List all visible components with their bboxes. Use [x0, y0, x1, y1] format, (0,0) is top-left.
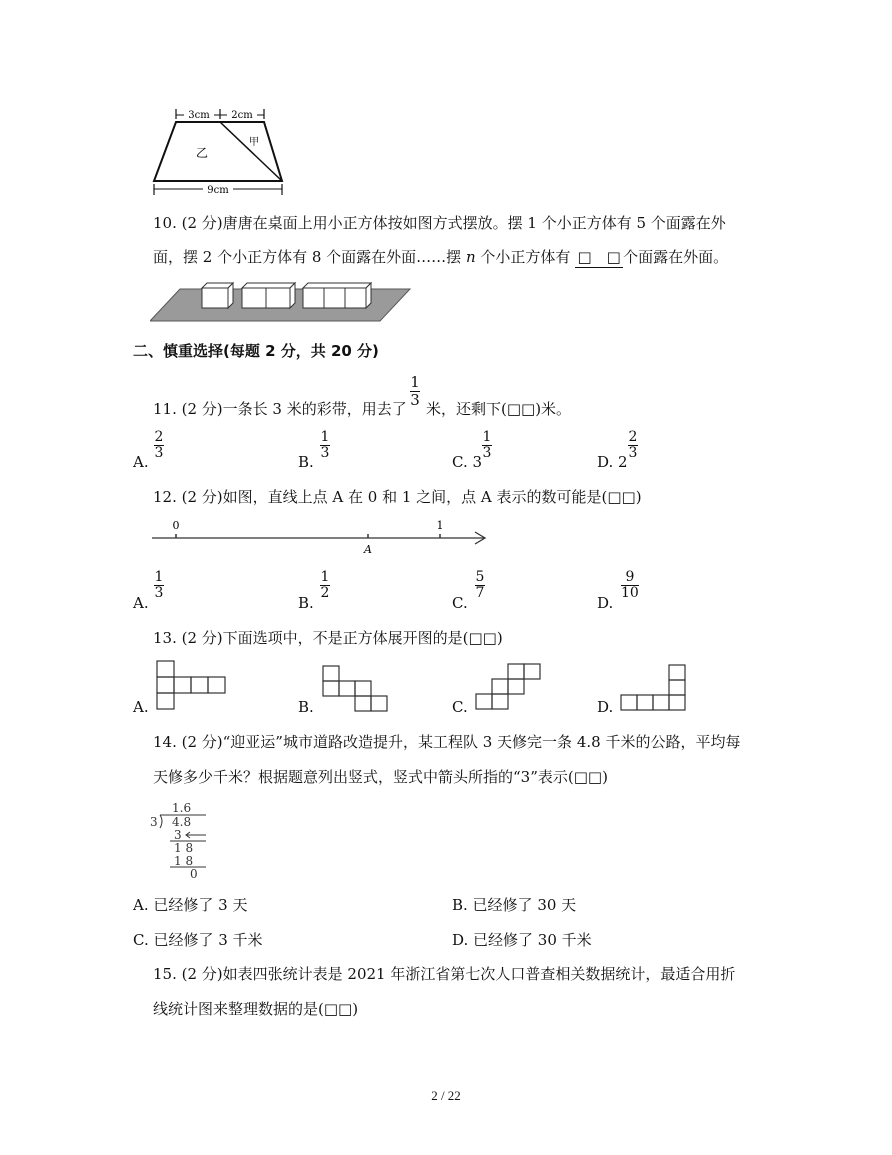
q14-line1: 14. (2 分)“迎亚运”城市道路改造提升，某工程队 3 天修完一条 4.8 千米的公路，平均每: [153, 733, 741, 751]
frac-den: 3: [482, 445, 492, 461]
q11-option-c-fraction: [482, 430, 492, 461]
cube-net-c: [474, 662, 546, 712]
q13-option-d[interactable]: D.: [597, 698, 614, 716]
trapezoid-figure: [148, 105, 288, 197]
q14-option-d[interactable]: D. 已经修了 30 千米: [452, 931, 592, 949]
frac-den: 2: [320, 585, 330, 601]
cube-net-d: [619, 663, 691, 713]
q10-line2: [153, 246, 728, 268]
option-label: D.: [597, 594, 614, 612]
q12-option-b-fraction: [320, 570, 330, 601]
q10-answer-blank[interactable]: □ □: [575, 246, 623, 268]
mixed-whole: 2: [618, 453, 628, 471]
q13-option-b[interactable]: B.: [298, 698, 314, 716]
frac-num: 2: [154, 429, 164, 445]
q11-option-a-fraction: [154, 430, 164, 461]
top-label-left: 3cm: [188, 110, 210, 121]
q10-line2-after: 个面露在外面。: [623, 248, 729, 266]
division-step2: 1 8: [174, 841, 194, 855]
frac-den: 3: [628, 445, 638, 461]
region-label-jia: 甲: [249, 137, 259, 148]
q11-option-b-fraction: [320, 430, 330, 461]
frac-num: 2: [628, 429, 638, 445]
q12-option-c-fraction: [475, 570, 485, 601]
section-title: 二、慎重选择(每题 2 分，共 20 分): [133, 342, 379, 360]
q14-line2: 天修多少千米？根据题意列出竖式，竖式中箭头所指的“3”表示(□□): [153, 768, 608, 786]
axis-label-one: 1: [436, 519, 444, 532]
option-label: C.: [452, 453, 468, 471]
division-remainder: 0: [190, 867, 198, 881]
division-quotient: 1.6: [172, 801, 192, 815]
q10-var-n: n: [465, 248, 476, 266]
division-step3: 1 8: [174, 854, 194, 868]
q12-option-d-fraction: [621, 570, 639, 601]
q10-line2-before: 面，摆 2 个小正方体有 8 个面露在外面……摆: [153, 248, 466, 266]
frac-den: 3: [154, 585, 164, 601]
q11-stem-after: 米，还剩下(□□)米。: [426, 400, 572, 418]
q12-option-a-fraction: [154, 570, 164, 601]
q15-line1: 15. (2 分)如表四张统计表是 2021 年浙江省第七次人口普查相关数据统计，最适合用折: [153, 965, 736, 983]
q14-option-c[interactable]: C. 已经修了 3 千米: [133, 931, 263, 949]
long-division-figure: [146, 799, 210, 883]
q11-option-b[interactable]: [298, 453, 314, 471]
page-number: 2 / 22: [431, 1088, 461, 1103]
q12-stem: 12. (2 分)如图，直线上点 A 在 0 和 1 之间，点 A 表示的数可能是(□□): [153, 488, 642, 506]
bottom-label: 9cm: [207, 185, 229, 196]
number-line-figure: [150, 517, 490, 557]
q11-option-c[interactable]: [452, 453, 482, 471]
frac-num: 1: [154, 569, 164, 585]
q10-line1: 10. (2 分)唐唐在桌面上用小正方体按如图方式摆放。摆 1 个小正方体有 5 个面露在外: [153, 214, 726, 232]
cube-net-b: [321, 664, 393, 712]
option-label: A.: [133, 594, 149, 612]
frac-num: 1: [482, 429, 492, 445]
q12-option-c[interactable]: [452, 594, 468, 612]
option-label: B.: [298, 594, 314, 612]
q14-option-b[interactable]: B. 已经修了 30 天: [452, 896, 577, 914]
mixed-whole: 3: [472, 453, 483, 471]
q14-option-a[interactable]: A. 已经修了 3 天: [133, 896, 248, 914]
frac-num: 1: [320, 429, 330, 445]
frac-num: 9: [625, 569, 635, 585]
q11-option-d[interactable]: [597, 453, 628, 471]
frac-den: 7: [475, 585, 485, 601]
division-dividend: 4.8: [172, 815, 192, 829]
q11-frac-den: 3: [410, 391, 420, 409]
region-label-yi: 乙: [195, 146, 209, 160]
q13-stem: 13. (2 分)下面选项中，不是正方体展开图的是(□□): [153, 629, 503, 647]
q12-option-a[interactable]: [133, 594, 149, 612]
frac-den: 3: [320, 445, 330, 461]
q13-option-a[interactable]: A.: [133, 698, 149, 716]
division-divisor: 3: [150, 815, 158, 829]
q11-stem-before: 11. (2 分)一条长 3 米的彩带，用去了: [153, 400, 407, 418]
option-label: C.: [452, 594, 468, 612]
axis-point-a: A: [364, 543, 372, 556]
q11-stem-fraction: [410, 374, 420, 409]
q15-line2: 线统计图来整理数据的是(□□): [153, 1000, 359, 1018]
frac-num: 1: [320, 569, 330, 585]
q12-option-d[interactable]: [597, 594, 613, 612]
option-label: B.: [298, 453, 314, 471]
q10-line2-mid: 个小正方体有: [475, 248, 576, 266]
top-label-right: 2cm: [231, 110, 253, 121]
option-label: A.: [133, 453, 149, 471]
q13-option-c[interactable]: C.: [452, 698, 468, 716]
q11-frac-num: 1: [410, 373, 420, 391]
q12-option-b[interactable]: [298, 594, 314, 612]
q11-option-a[interactable]: [133, 453, 149, 471]
cubes-on-table-figure: [150, 279, 412, 323]
cube-net-a: [155, 659, 231, 711]
frac-num: 5: [475, 569, 485, 585]
option-label: D.: [597, 453, 614, 471]
axis-label-zero: 0: [172, 519, 180, 532]
frac-den: 10: [621, 585, 639, 601]
frac-den: 3: [154, 445, 164, 461]
q11-option-d-fraction: [628, 430, 638, 461]
division-step1: 3: [174, 828, 182, 842]
